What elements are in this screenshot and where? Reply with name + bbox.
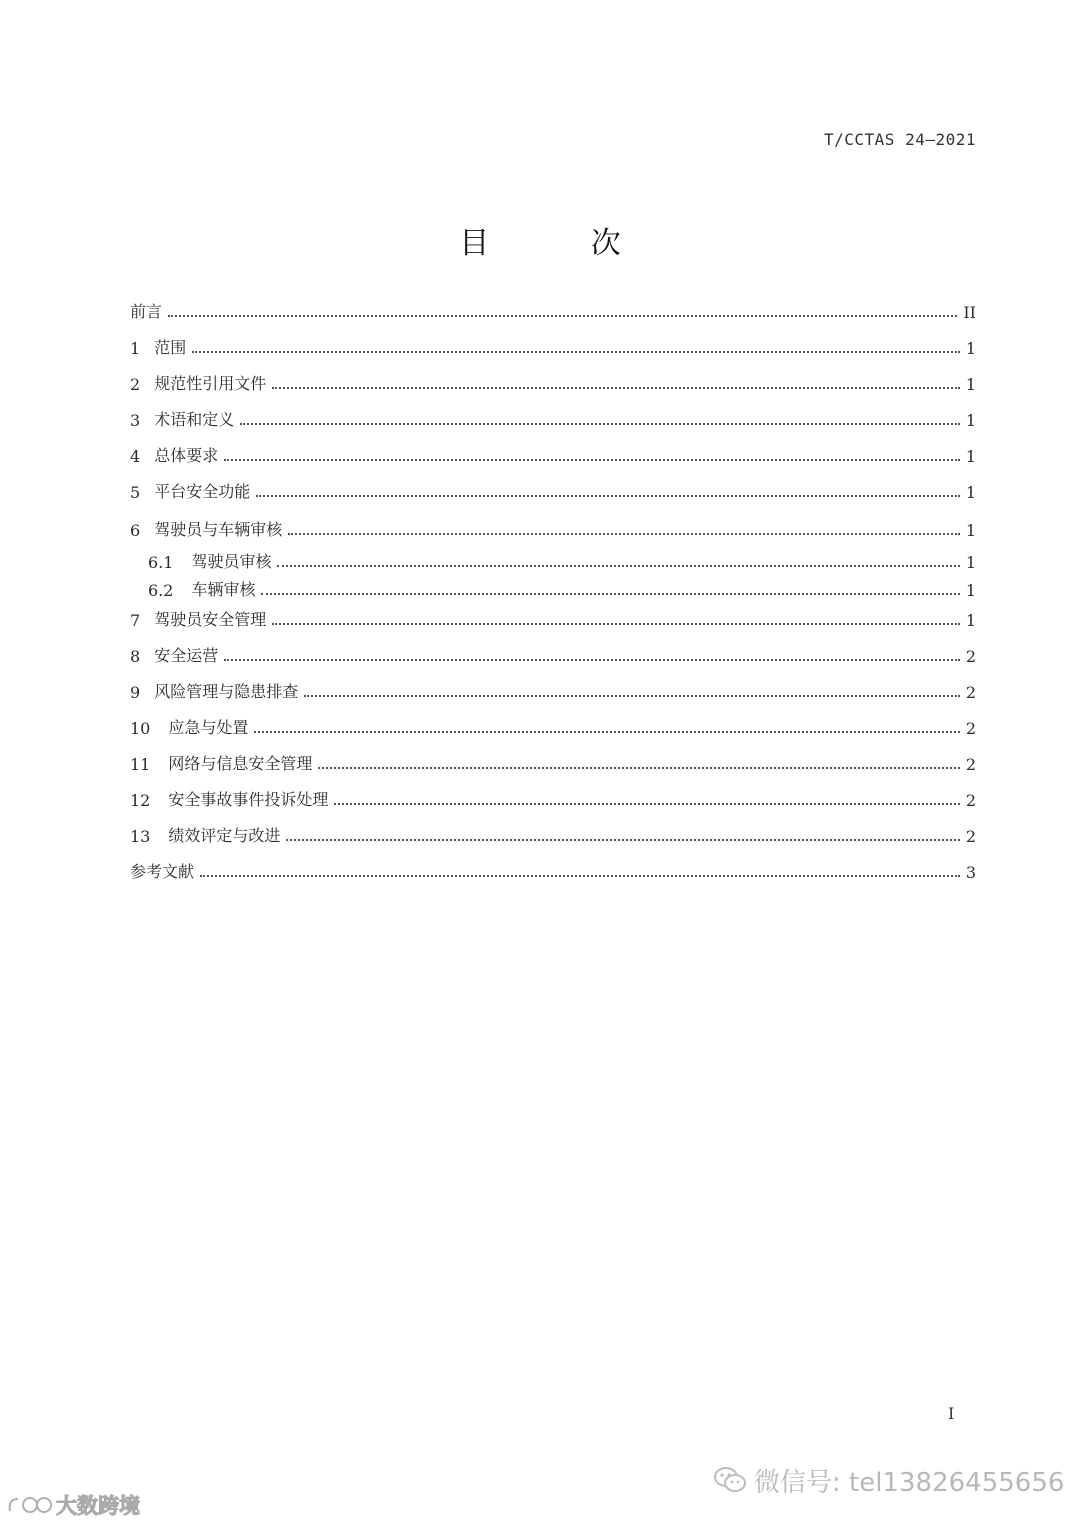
toc-title: 目 次	[459, 226, 667, 261]
toc-entry-label: 规范性引用文件	[154, 374, 267, 393]
toc-entry-page: 1	[965, 581, 976, 600]
toc-entry-number: 6.1	[148, 553, 174, 572]
toc-leader-dots	[277, 565, 959, 567]
toc-entry-page: 2	[965, 683, 976, 702]
toc-entry-number: 6	[130, 521, 141, 540]
toc-entry-page: 2	[965, 647, 976, 666]
toc-entry-label: 网络与信息安全管理	[168, 754, 313, 773]
toc-entry-label: 总体要求	[154, 446, 219, 465]
toc-leader-dots	[192, 351, 960, 353]
toc-entry	[130, 404, 976, 430]
toc-entry-label: 安全事故事件投诉处理	[168, 790, 329, 809]
brand-watermark	[6, 1490, 140, 1520]
toc-entry	[130, 856, 976, 882]
toc-entry-number: 5	[130, 483, 141, 502]
toc-entry-label: 范围	[154, 338, 187, 357]
toc-entry-label: 车辆审核	[191, 580, 256, 599]
toc-entry-page: 1	[965, 447, 976, 466]
toc-entry-number: 3	[130, 411, 141, 430]
brand-text: 大数跨境	[56, 1494, 140, 1518]
toc-leader-dots	[334, 803, 959, 805]
page-number: I	[948, 1404, 955, 1423]
toc-leader-dots	[240, 423, 960, 425]
toc-entry-label: 术语和定义	[154, 410, 235, 429]
toc-entry	[148, 574, 976, 600]
toc-entry	[130, 440, 976, 466]
toc-entry-page: 3	[965, 863, 976, 882]
toc-entry-number: 11	[130, 755, 151, 774]
toc-entry-page: 1	[965, 483, 976, 502]
toc-entry-number: 8	[130, 647, 141, 666]
toc-leader-dots	[304, 695, 960, 697]
brand-logo-icon	[6, 1493, 54, 1517]
toc-entry	[130, 784, 976, 810]
toc-entry-page: 1	[965, 553, 976, 572]
toc-entry-number: 2	[130, 375, 141, 394]
toc-entry-number: 4	[130, 447, 141, 466]
toc-leader-dots	[224, 459, 960, 461]
toc-entry-page: 1	[965, 339, 976, 358]
wechat-watermark	[712, 1462, 1064, 1498]
toc-entry-page: 1	[965, 411, 976, 430]
toc-entry-label: 平台安全功能	[154, 482, 251, 501]
toc-entry-number: 10	[130, 719, 151, 738]
toc-entry	[130, 820, 976, 846]
toc-entry	[130, 332, 976, 358]
toc-leader-dots	[224, 659, 960, 661]
toc-entry-page: 1	[965, 375, 976, 394]
toc-entry	[130, 296, 976, 322]
toc-entry-page: 1	[965, 521, 976, 540]
toc-entry-number: 1	[130, 339, 141, 358]
wechat-id-text: 微信号: tel13826455656	[754, 1467, 1065, 1498]
toc-entry-label: 驾驶员审核	[191, 552, 272, 571]
toc-entry-label: 绩效评定与改进	[168, 826, 281, 845]
toc-entry-page: 2	[965, 791, 976, 810]
toc-entry-label: 安全运营	[154, 646, 219, 665]
toc-entry-label: 应急与处置	[168, 718, 249, 737]
toc-leader-dots	[272, 623, 960, 625]
toc-entry-page: 1	[965, 611, 976, 630]
toc-leader-dots	[200, 875, 960, 877]
toc-entry	[130, 676, 976, 702]
toc-entry	[130, 368, 976, 394]
toc-leader-dots	[254, 731, 959, 733]
toc-entry-page: II	[963, 303, 976, 322]
toc-leader-dots	[272, 387, 960, 389]
toc-entry-page: 2	[965, 755, 976, 774]
toc-entry	[148, 546, 976, 572]
toc-entry	[130, 604, 976, 630]
toc-entry	[130, 640, 976, 666]
standard-code: T/CCTAS 24—2021	[824, 130, 976, 149]
toc-entry-number: 12	[130, 791, 151, 810]
toc-entry	[130, 748, 976, 774]
toc-entry	[130, 476, 976, 502]
toc-entry	[130, 712, 976, 738]
toc-entry-label: 前言	[130, 302, 163, 321]
toc-entry-number: 7	[130, 611, 141, 630]
toc-leader-dots	[261, 593, 959, 595]
toc-entry-page: 2	[965, 827, 976, 846]
toc-entry-number: 6.2	[148, 581, 174, 600]
toc-entry-label: 风险管理与隐患排查	[154, 682, 299, 701]
wechat-icon	[712, 1465, 748, 1495]
toc-leader-dots	[168, 315, 957, 317]
toc-entry-label: 驾驶员与车辆审核	[154, 520, 283, 539]
toc-entry-number: 9	[130, 683, 141, 702]
toc-entry-label: 参考文献	[130, 862, 195, 881]
toc-leader-dots	[288, 533, 960, 535]
toc-leader-dots	[286, 839, 959, 841]
toc-leader-dots	[256, 495, 960, 497]
toc-entry	[130, 514, 976, 540]
toc-entry-number: 13	[130, 827, 151, 846]
toc-leader-dots	[318, 767, 959, 769]
toc-entry-page: 2	[965, 719, 976, 738]
toc-entry-label: 驾驶员安全管理	[154, 610, 267, 629]
